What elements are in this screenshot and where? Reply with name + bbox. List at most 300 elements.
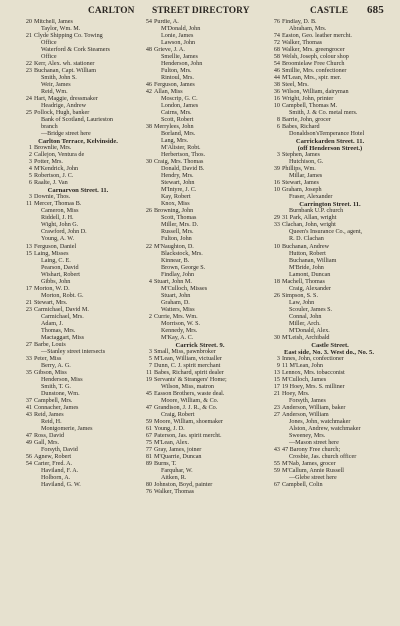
directory-entry-continuation: [20, 215, 136, 222]
entry-name: Hart, Maggie, dressmaker: [34, 96, 98, 103]
house-number: 13: [25, 243, 32, 250]
directory-entry-continuation: [20, 328, 136, 335]
house-number: 59: [273, 468, 280, 474]
entry-name: 19 Hoey, Mrs. S. milliner: [282, 383, 345, 390]
entry-name: Craig, Alexander: [289, 285, 331, 292]
directory-entry-continuation: [140, 180, 260, 187]
street-heading: Castle Street.: [311, 341, 349, 349]
house-number: 3: [276, 152, 280, 159]
entry-name: Brownlie, Mrs.: [34, 145, 72, 152]
entry-name: Hutton, Robert: [289, 250, 326, 257]
entry-name: branch: [41, 124, 58, 131]
entry-name: Grieve, J. A.: [154, 47, 185, 54]
house-number: 17: [273, 383, 280, 390]
directory-entry: [140, 377, 260, 384]
entry-name: M'Lean, Alex.: [154, 439, 190, 446]
house-number: 77: [145, 446, 152, 453]
directory-entry-continuation: [20, 447, 136, 454]
directory-entry-continuation: [268, 433, 392, 440]
directory-entry: [20, 145, 136, 152]
entry-name: Campbell, Mrs.: [34, 397, 73, 404]
entry-name: Campbell, Colin: [282, 482, 323, 489]
directory-entry: [268, 482, 392, 489]
directory-entry: [268, 54, 392, 61]
directory-entry: [268, 152, 392, 159]
directory-entry: [140, 208, 260, 215]
directory-entry-continuation: [20, 293, 136, 300]
directory-entry-continuation: [268, 328, 392, 335]
house-number: 17: [25, 285, 32, 292]
entry-name: Morton, W. D.: [34, 285, 70, 292]
directory-entry-continuation: [268, 419, 392, 426]
entry-name: Peter, Miss: [34, 355, 62, 362]
house-number: 68: [273, 47, 280, 54]
entry-name: Lang, Mrs.: [161, 138, 189, 145]
directory-entry: [268, 279, 392, 286]
directory-entry: [140, 47, 260, 54]
entry-name: Riddell, J. H.: [41, 215, 74, 222]
house-number: 41: [25, 404, 32, 411]
directory-entry-continuation: [20, 103, 136, 110]
directory-entry-continuation: [140, 187, 260, 194]
directory-entry-continuation: [140, 194, 260, 201]
directory-entry: [268, 117, 392, 124]
house-number: 18: [273, 278, 280, 285]
entry-name: Babes, Richard, spirit dealer: [154, 369, 224, 376]
entry-name: Currie, Mrs. Wm.: [154, 313, 198, 320]
directory-entry-continuation: [140, 300, 260, 307]
entry-name: Callejon, Ventura de: [34, 152, 85, 159]
house-number: 19: [145, 376, 152, 383]
house-number: 3: [276, 355, 280, 362]
running-header: [0, 3, 400, 19]
entry-name: Jones, John, watchmaker: [289, 418, 351, 425]
house-number: 74: [273, 33, 280, 40]
house-number: 8: [276, 117, 280, 124]
house-number: 46: [145, 82, 152, 89]
house-number: 11: [146, 369, 152, 376]
entry-name: Ferguson, Daniel: [34, 243, 77, 250]
directory-entry-continuation: [140, 215, 260, 222]
entry-name: Barbe, Louis: [34, 341, 66, 348]
directory-entry: [20, 454, 136, 461]
directory-entry-continuation: [268, 258, 392, 265]
directory-entry: [140, 279, 260, 286]
directory-entry-continuation: [140, 398, 260, 405]
directory-entry-continuation: [268, 272, 392, 279]
directory-entry: [140, 440, 260, 447]
directory-entry: [140, 19, 260, 26]
directory-entry-continuation: [268, 321, 392, 328]
directory-entry: [268, 363, 392, 370]
header-right: CASTLE: [310, 6, 349, 16]
entry-name: Office: [41, 54, 57, 61]
entry-name: Ferguson, James: [154, 82, 195, 89]
entry-name: Farquhar, W.: [161, 468, 193, 474]
entry-name: Babes, Richard: [282, 124, 320, 131]
entry-name: Gibbs, John: [41, 278, 71, 285]
entry-name: Walker, Mrs. greengrocer: [282, 47, 345, 54]
directory-entry: [268, 377, 392, 384]
entry-name: —Mason street here: [289, 439, 339, 446]
directory-entry-continuation: [268, 208, 392, 215]
directory-entry-continuation: [20, 229, 136, 236]
street-heading: Carrington Street. 11.: [299, 201, 361, 209]
directory-entry-continuation: [20, 47, 136, 54]
directory-entry-continuation: [20, 208, 136, 215]
page-number: 685: [367, 4, 384, 16]
entry-name: Carter, Fred. A.: [34, 460, 73, 467]
house-number: 67: [273, 482, 280, 489]
directory-entry-continuation: [268, 307, 392, 314]
entry-name: M'Culloch, James: [282, 376, 327, 383]
directory-entry-continuation: [140, 335, 260, 342]
directory-entry: [20, 412, 136, 419]
directory-entry: [140, 461, 260, 468]
entry-name: Clyde Shipping Co. Towing: [34, 33, 103, 40]
directory-entry: [268, 384, 392, 391]
directory-entry: [268, 293, 392, 300]
entry-name: Hendry, Mrs.: [161, 173, 194, 180]
house-number: 54: [145, 19, 152, 25]
directory-entry: [268, 19, 392, 26]
directory-entry-continuation: [140, 110, 260, 117]
entry-name: Phillips, Wm.: [282, 166, 316, 173]
directory-entry-continuation: [268, 251, 392, 258]
directory-entry-continuation: [20, 75, 136, 82]
house-number: 10: [273, 243, 280, 250]
house-number: 54: [273, 61, 280, 68]
entry-name: Hoey, Mrs.: [282, 390, 310, 397]
entry-name: Downie, Thos.: [34, 194, 71, 201]
house-number: 30: [273, 334, 280, 341]
house-number: 23: [25, 306, 32, 313]
entry-name: Rintoul, Mrs.: [161, 75, 194, 82]
entry-name: Findlay, D. B.: [282, 19, 317, 25]
entry-name: Berry, A. G.: [41, 362, 71, 369]
house-number: 33: [273, 222, 280, 229]
entry-name: Borland, Mrs.: [161, 131, 196, 138]
directory-entry-continuation: [20, 279, 136, 286]
directory-entry: [268, 166, 392, 173]
entry-name: Mitchell, James: [34, 19, 73, 25]
house-number: 38: [145, 124, 152, 131]
directory-entry: [140, 419, 260, 426]
entry-name: Abraham, Mrs.: [289, 26, 327, 33]
directory-entry: [268, 180, 392, 187]
directory-entry-continuation: [140, 131, 260, 138]
street-heading: (off Henderson Street.): [297, 145, 363, 153]
directory-entry-continuation: [20, 426, 136, 433]
entry-name: Haviland, G. W.: [41, 482, 81, 489]
directory-entry: [20, 201, 136, 208]
directory-entry: [20, 342, 136, 349]
entry-name: Scott, Thomas: [161, 215, 197, 222]
entry-name: Sweeney, Mrs.: [289, 432, 326, 439]
entry-name: Law, John: [289, 299, 315, 306]
street-heading: East side, No. 3. West do., No. 5.: [284, 348, 375, 356]
entry-name: M'Intyre, J. C.: [161, 187, 197, 194]
entry-name: Kennedy, Mrs.: [161, 327, 198, 334]
directory-entry-continuation: [20, 54, 136, 61]
directory-entry: [20, 166, 136, 173]
entry-name: Young, J. D.: [154, 425, 185, 432]
entry-name: Weir, James: [41, 82, 71, 89]
directory-entry-continuation: [20, 391, 136, 398]
entry-name: Graham, D.: [161, 299, 190, 306]
entry-name: Raalte, J. Van: [34, 180, 68, 187]
directory-entry-continuation: [140, 26, 260, 33]
entry-name: Morton, Robt. G.: [41, 292, 84, 299]
entry-name: Waterford & Cork Steamers: [41, 47, 110, 54]
house-number: 89: [145, 460, 152, 467]
directory-entry-continuation: [20, 89, 136, 96]
entry-name: Stewart, Mrs.: [34, 299, 68, 306]
entry-name: Welsh, Joseph, colour shop: [282, 54, 349, 61]
entry-name: Burnbank U.P. church: [289, 208, 344, 215]
entry-name: Steel, Mrs.: [282, 82, 309, 89]
entry-name: 31 Park, Allan, wright: [282, 215, 337, 222]
entry-name: Queen's Insurance Co., agent,: [289, 229, 363, 236]
directory-entry: [140, 159, 260, 166]
directory-entry: [268, 40, 392, 47]
street-heading: Carlton Terrace, Kelvinside.: [38, 138, 118, 146]
entry-name: Cameron, Miss: [41, 208, 79, 215]
directory-entry-continuation: [268, 300, 392, 307]
house-number: 67: [145, 432, 152, 439]
directory-entry-continuation: [20, 314, 136, 321]
directory-entry-continuation: [20, 258, 136, 265]
entry-name: Henderson, Miss: [41, 376, 83, 383]
directory-entry-continuation: [20, 482, 136, 489]
directory-entry: [268, 222, 392, 229]
entry-name: M'Donald, Alex.: [289, 327, 330, 334]
entry-name: 11 M'Lean, John: [282, 362, 323, 369]
house-number: 45: [145, 390, 152, 397]
entry-name: Wight, John G.: [41, 222, 79, 229]
directory-entry-continuation: [20, 468, 136, 475]
house-number: 58: [273, 54, 280, 61]
directory-entry-continuation: [140, 152, 260, 159]
directory-entry: [268, 335, 392, 342]
house-number: 36: [273, 89, 280, 96]
entry-name: Morrison, W. S.: [161, 320, 201, 327]
house-number: 4: [28, 166, 32, 173]
directory-entry: [140, 349, 260, 356]
house-number: 56: [25, 453, 32, 460]
house-number: 25: [25, 110, 32, 117]
house-number: 35: [25, 369, 32, 376]
house-number: 15: [25, 250, 32, 257]
entry-name: Thomas, Mrs.: [41, 327, 76, 334]
entry-name: Scouler, James S.: [289, 306, 333, 313]
house-number: 10: [273, 103, 280, 110]
directory-entry: [268, 244, 392, 251]
entry-name: Paterson, Jas. spirit mercht.: [154, 432, 222, 439]
directory-entry-continuation: [140, 68, 260, 75]
entry-name: Smillie, Mrs. confectioner: [282, 68, 347, 75]
entry-name: Robertson, J. C.: [34, 173, 74, 180]
entry-name: Carmichael, Mrs.: [41, 313, 84, 320]
directory-entry-continuation: [140, 307, 260, 314]
directory-entry-continuation: [20, 82, 136, 89]
entry-name: Walker, Thomas: [282, 40, 323, 47]
house-number: 7: [148, 362, 152, 369]
directory-entry-continuation: [20, 377, 136, 384]
entry-name: Forsyth, James: [289, 397, 326, 404]
house-number: 6: [28, 180, 32, 187]
directory-entry: [20, 19, 136, 26]
directory-entry-continuation: [20, 124, 136, 131]
entry-name: M'Lean, William, victualler: [154, 355, 222, 362]
directory-entry: [268, 447, 392, 454]
house-number: 13: [273, 369, 280, 376]
house-number: 6: [276, 124, 280, 131]
directory-entry-continuation: [140, 103, 260, 110]
entry-name: Haviland, F. A.: [41, 468, 79, 474]
directory-entry-continuation: [140, 328, 260, 335]
entry-name: Aitken, R.: [161, 475, 187, 482]
directory-entry: [140, 447, 260, 454]
directory-entry-continuation: [20, 131, 136, 138]
house-number: 75: [145, 439, 152, 446]
street-heading: Carnarvon Street. 11.: [47, 187, 109, 195]
house-number: 3: [28, 159, 32, 166]
entry-name: Brown, George S.: [161, 264, 206, 271]
directory-entry-continuation: [140, 475, 260, 482]
entry-name: Watters, Miss: [161, 306, 195, 313]
entry-name: Henderson, John: [161, 61, 203, 68]
directory-entry-continuation: [268, 286, 392, 293]
entry-name: Merrylees, John: [154, 124, 194, 131]
house-number: 61: [145, 425, 152, 432]
directory-entry: [268, 391, 392, 398]
directory-entry: [140, 124, 260, 131]
directory-entry: [20, 251, 136, 258]
directory-entry-continuation: [20, 363, 136, 370]
directory-entry: [20, 152, 136, 159]
house-number: 80: [145, 482, 152, 489]
directory-entry: [140, 356, 260, 363]
directory-entry-continuation: [268, 110, 392, 117]
directory-entry: [20, 61, 136, 68]
directory-entry: [140, 433, 260, 440]
entry-name: Graham, Joseph: [282, 187, 322, 194]
house-number: 33: [25, 355, 32, 362]
directory-entry: [20, 173, 136, 180]
house-number: 55: [273, 460, 280, 467]
entry-name: Allan, Miss: [154, 89, 183, 96]
house-number: 49: [25, 439, 32, 446]
entry-name: Crawford, John D.: [41, 229, 87, 236]
house-number: 2: [148, 313, 152, 320]
house-number: 26: [145, 208, 152, 215]
house-number: 23: [273, 404, 280, 411]
directory-entry: [268, 82, 392, 89]
directory-entry: [140, 426, 260, 433]
directory-entry-continuation: [140, 251, 260, 258]
house-number: 30: [145, 159, 152, 166]
directory-entry: [268, 75, 392, 82]
entry-name: Reid, H.: [41, 418, 62, 425]
house-number: 9: [276, 362, 280, 369]
directory-entry: [140, 244, 260, 251]
entry-name: Montgomerie, James: [41, 425, 93, 432]
entry-name: Kay, Robert: [161, 194, 191, 201]
entry-name: Moore, William, shoemaker: [154, 418, 223, 425]
house-number: 76: [273, 19, 280, 25]
entry-name: Holborn, A.: [41, 475, 71, 482]
directory-entry-continuation: [140, 293, 260, 300]
entry-name: Laing, Misses: [34, 250, 69, 257]
entry-name: Alston, Andrew, watchmaker: [289, 425, 361, 432]
entry-name: Connal, John: [289, 313, 322, 320]
street-heading: Carrickarden Street. 11.: [295, 138, 365, 146]
entry-name: M'Naughton, D.: [154, 243, 194, 250]
directory-entry: [140, 363, 260, 370]
directory-entry: [268, 124, 392, 131]
directory-entry: [268, 356, 392, 363]
directory-entry-continuation: [268, 265, 392, 272]
directory-entry: [20, 370, 136, 377]
directory-entry-continuation: [20, 265, 136, 272]
entry-name: Stephen, James: [282, 152, 320, 159]
directory-entry-continuation: [268, 26, 392, 33]
directory-entry-continuation: [140, 321, 260, 328]
directory-entry: [140, 89, 260, 96]
entry-name: Buchanan, Capt. William: [34, 68, 97, 75]
entry-name: Lawson, John: [161, 40, 196, 47]
directory-entry-continuation: [20, 419, 136, 426]
entry-name: Fulton, Mrs.: [161, 68, 192, 75]
directory-entry-continuation: [268, 236, 392, 243]
directory-entry: [20, 194, 136, 201]
house-number: 1: [28, 145, 32, 152]
directory-entry: [20, 307, 136, 314]
entry-name: Scott, Robert: [161, 117, 194, 124]
entry-name: Lonie, James: [161, 33, 194, 40]
directory-entry-continuation: [20, 26, 136, 33]
entry-name: Donaldson'sTemperance Hotel: [289, 131, 365, 138]
directory-entry: [268, 215, 392, 222]
house-number: 39: [273, 166, 280, 173]
directory-entry: [140, 314, 260, 321]
directory-entry: [20, 356, 136, 363]
entry-name: Adam, J.: [41, 320, 64, 327]
house-number: 38: [273, 82, 280, 89]
entry-name: Moore, William, & Co.: [161, 397, 219, 404]
entry-name: M'Bride, John: [289, 264, 324, 271]
entry-name: Clachan, John, wright: [282, 222, 336, 229]
column-middle: [140, 19, 260, 624]
house-number: 59: [145, 418, 152, 425]
entry-name: Moscrip, G. C.: [161, 96, 198, 103]
entry-name: Small, Miss, pawnbroker: [154, 348, 216, 355]
directory-entry: [140, 405, 260, 412]
house-number: 54: [25, 460, 32, 467]
entry-name: Wright, John, printer: [282, 96, 334, 103]
entry-name: Wilson, Miss, matron: [161, 383, 214, 390]
directory-entry: [268, 96, 392, 103]
entry-name: Easson Brothers, waste deal.: [154, 390, 225, 397]
directory-entry: [268, 412, 392, 419]
directory-entry-continuation: [140, 117, 260, 124]
house-number: 24: [25, 96, 32, 103]
directory-entry-continuation: [268, 426, 392, 433]
directory-entry-continuation: [140, 412, 260, 419]
directory-entry-continuation: [20, 321, 136, 328]
house-number: 76: [145, 489, 152, 496]
